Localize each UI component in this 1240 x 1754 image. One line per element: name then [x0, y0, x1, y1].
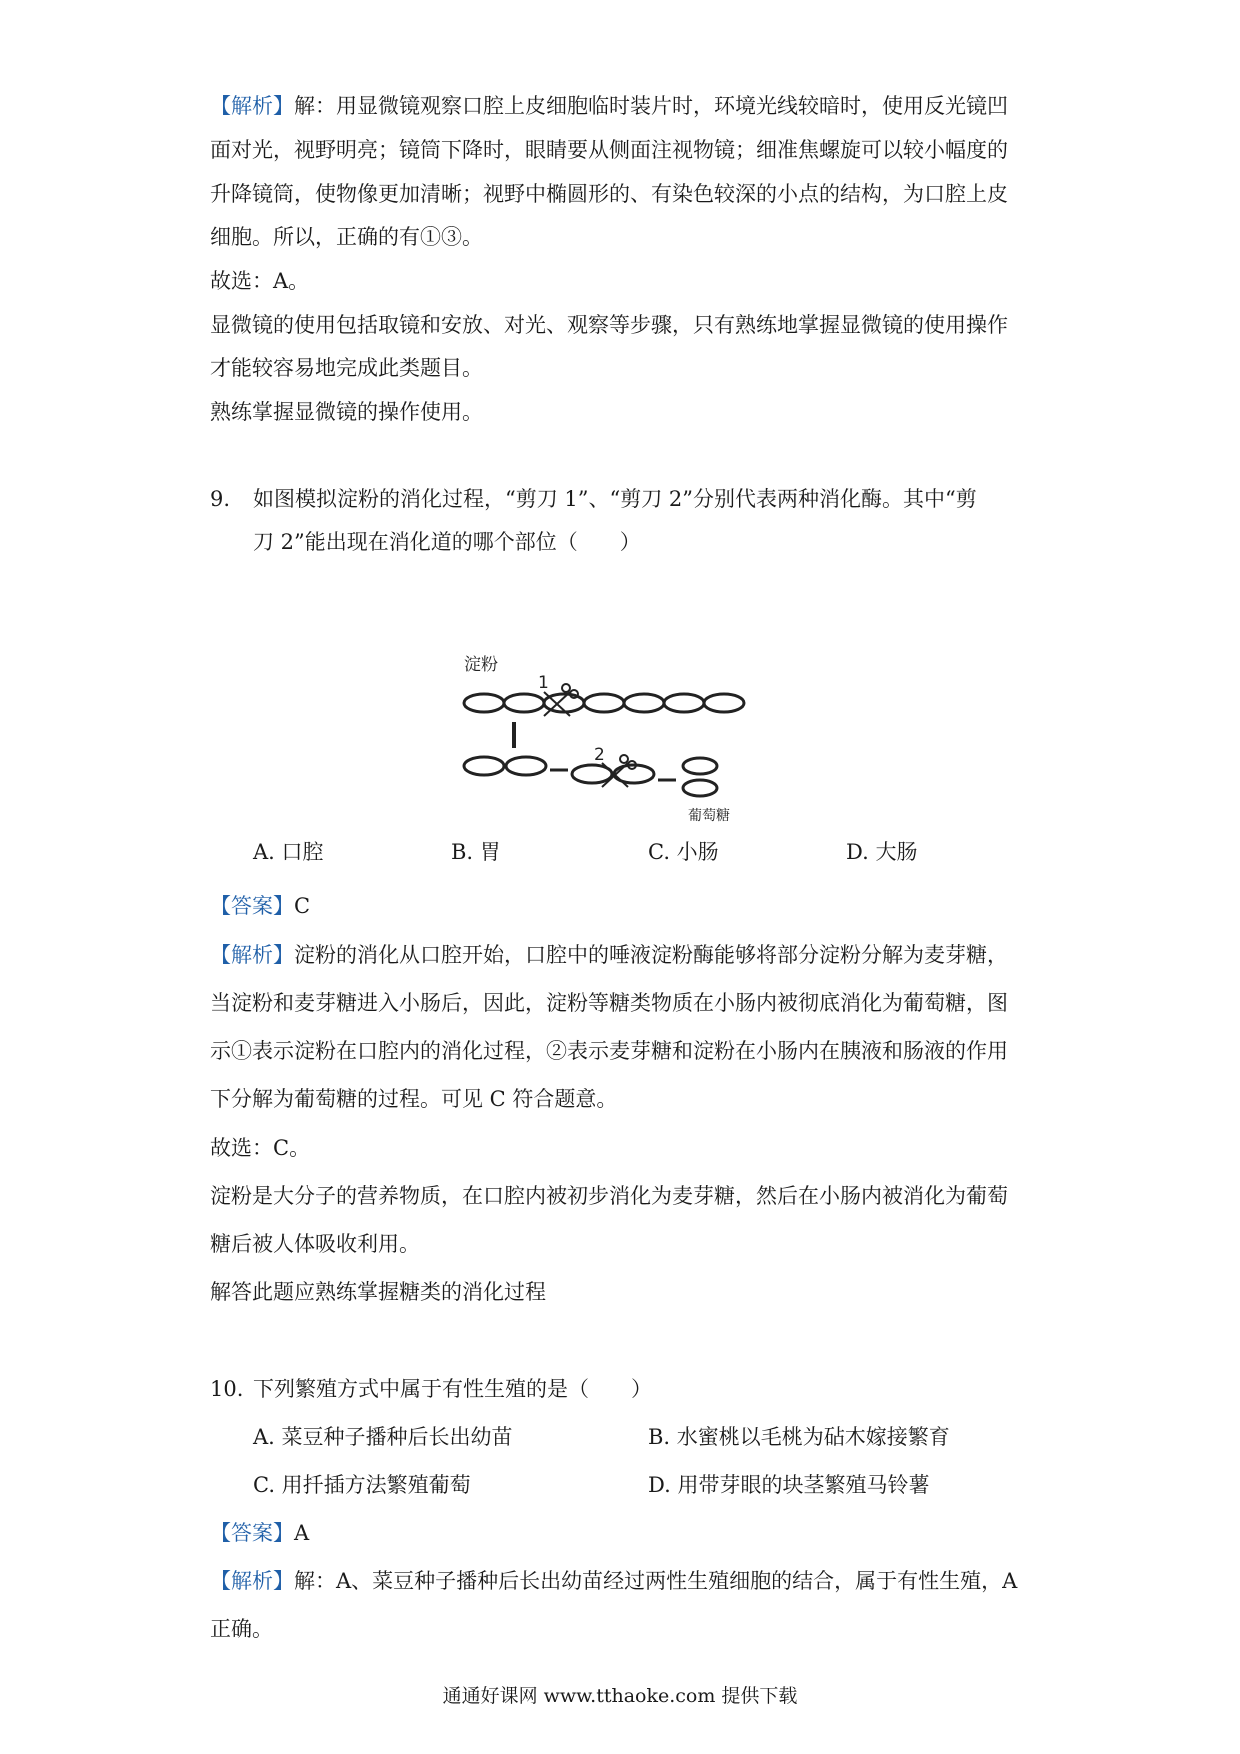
q9-note-3: 解答此题应熟练掌握糖类的消化过程: [210, 1280, 546, 1304]
starch-digestion-diagram: [462, 640, 782, 830]
q9-stem-line-2: 刀 2”能出现在消化道的哪个部位（ ）: [253, 530, 641, 554]
q10-option-b: B. 水蜜桃以毛桃为砧木嫁接繁育: [648, 1425, 950, 1449]
q8-note-2: 才能较容易地完成此类题目。: [210, 356, 483, 380]
maltose-unit: [464, 757, 504, 775]
q10-option-c: C. 用扦插方法繁殖葡萄: [253, 1473, 471, 1497]
q10-number: 10.: [210, 1377, 244, 1401]
starch-unit: [464, 694, 504, 712]
q8-analysis-line-1: 【解析】解：用显微镜观察口腔上皮细胞临时装片时，环境光线较暗时，使用反光镜凹: [210, 94, 1008, 118]
glucose-unit: [683, 758, 717, 774]
q10-stem: 下列繁殖方式中属于有性生殖的是（ ）: [253, 1377, 652, 1401]
q9-analysis-line-4: 下分解为葡萄糖的过程。可见 C 符合题意。: [210, 1087, 618, 1111]
q10-option-a: A. 菜豆种子播种后长出幼苗: [253, 1425, 513, 1449]
q8-analysis-line-2: 面对光，视野明亮；镜筒下降时，眼睛要从侧面注视物镜；细准焦螺旋可以较小幅度的: [210, 138, 1008, 162]
starch-unit: [704, 694, 744, 712]
q9-answer: 【答案】C: [210, 894, 311, 918]
q10-analysis-line-2: 正确。: [210, 1617, 273, 1641]
label-scissor-2: 2: [594, 745, 605, 765]
q9-choice: 故选：C。: [210, 1136, 311, 1160]
glucose-unit: [683, 780, 717, 796]
label-glucose: 葡萄糖: [688, 808, 730, 824]
q8-choice: 故选：A。: [210, 269, 310, 293]
q10-analysis-line-1: 【解析】解：A、菜豆种子播种后长出幼苗经过两性生殖细胞的结合，属于有性生殖，A: [210, 1569, 1018, 1593]
answer-tag: 【答案】: [210, 1521, 294, 1545]
answer-tag: 【答案】: [210, 894, 294, 918]
q9-number: 9.: [210, 487, 231, 511]
q9-analysis-line-3: 示①表示淀粉在口腔内的消化过程，②表示麦芽糖和淀粉在小肠内在胰液和肠液的作用: [210, 1039, 1008, 1063]
page-footer: 通通好课网 www.tthaoke.com 提供下载: [442, 1685, 798, 1707]
q9-stem-line-1: 如图模拟淀粉的消化过程，“剪刀 1”、“剪刀 2”分别代表两种消化酶。其中“剪: [253, 487, 977, 511]
q9-note-1: 淀粉是大分子的营养物质，在口腔内被初步消化为麦芽糖，然后在小肠内被消化为葡萄: [210, 1184, 1008, 1208]
starch-unit: [664, 694, 704, 712]
label-starch: 淀粉: [464, 655, 498, 675]
q9-analysis-line-2: 当淀粉和麦芽糖进入小肠后，因此，淀粉等糖类物质在小肠内被彻底消化为葡萄糖，图: [210, 991, 1008, 1015]
q9-analysis-line-1: 【解析】淀粉的消化从口腔开始，口腔中的唾液淀粉酶能够将部分淀粉分解为麦芽糖，: [210, 943, 1008, 967]
q8-analysis-line-3: 升降镜筒，使物像更加清晰；视野中椭圆形的、有染色较深的小点的结构，为口腔上皮: [210, 182, 1008, 206]
analysis-tag: 【解析】: [210, 94, 294, 118]
analysis-tag: 【解析】: [210, 1569, 294, 1593]
maltose-unit: [506, 757, 546, 775]
q10-option-d: D. 用带芽眼的块茎繁殖马铃薯: [648, 1473, 930, 1497]
analysis-tag: 【解析】: [210, 943, 294, 967]
starch-unit: [584, 694, 624, 712]
q9-option-c: C. 小肠: [648, 840, 719, 864]
label-scissor-1: 1: [538, 673, 549, 693]
q8-note-1: 显微镜的使用包括取镜和安放、对光、观察等步骤，只有熟练地掌握显微镜的使用操作: [210, 313, 1008, 337]
starch-unit: [624, 694, 664, 712]
q9-note-2: 糖后被人体吸收利用。: [210, 1232, 420, 1256]
q10-answer: 【答案】A: [210, 1521, 310, 1545]
q9-option-a: A. 口腔: [253, 840, 324, 864]
q9-option-b: B. 胃: [451, 840, 501, 864]
q9-option-d: D. 大肠: [846, 840, 918, 864]
starch-unit: [504, 694, 544, 712]
q8-analysis-line-4: 细胞。所以，正确的有①③。: [210, 225, 483, 249]
q8-note-3: 熟练掌握显微镜的操作使用。: [210, 400, 483, 424]
